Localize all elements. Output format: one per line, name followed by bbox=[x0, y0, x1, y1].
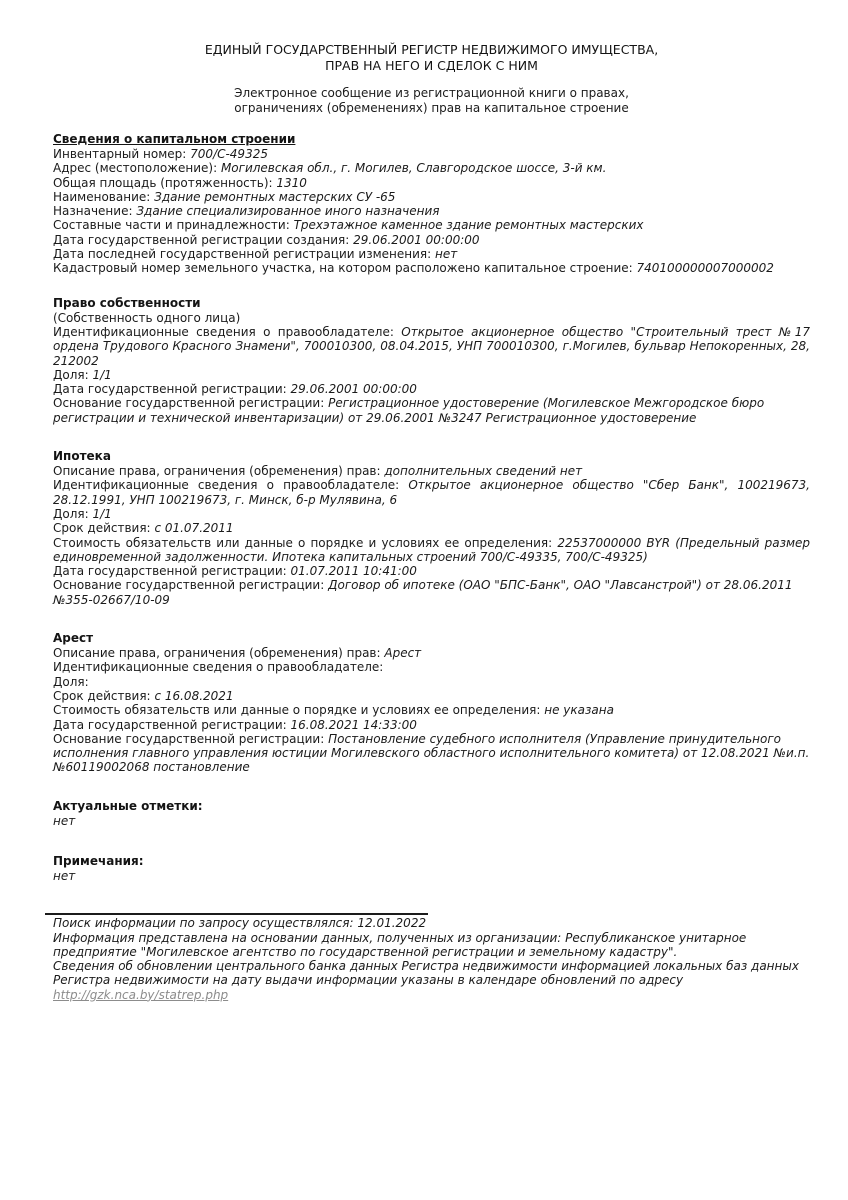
field-creation-registration-date bbox=[53, 233, 810, 247]
ownership-registration-basis-value: Регистрационное удостоверение (Могилевское Межгородское бюро регистрации и технической инвентаризации) от 29.06.2001 №3247 Регистрационное удостоверение bbox=[53, 396, 765, 425]
field-inventory-number-label: Инвентарный номер: bbox=[53, 147, 187, 161]
mortgage-validity-period-label: Срок действия: bbox=[53, 521, 151, 536]
mortgage-registration-basis-value: Договор об ипотеке (ОАО "БПС-Банк", ОАО "Лавсанстрой") от 28.06.2011 №355-02667/10-09 bbox=[53, 578, 793, 607]
field-last-change-date-value: нет bbox=[435, 247, 458, 262]
arrest-obligation-value bbox=[53, 703, 810, 717]
field-cadastral-number-label: Кадастровый номер земельного участка, на котором расположено капитальное строение: bbox=[53, 261, 633, 276]
mortgage-rightholder bbox=[53, 478, 810, 507]
document-footer bbox=[53, 913, 810, 1002]
field-creation-registration-date-value: 29.06.2001 00:00:00 bbox=[353, 232, 480, 247]
arrest-registration-date-label: Дата государственной регистрации: bbox=[53, 717, 287, 732]
field-last-change-date-label: Дата последней государственной регистрации изменения: bbox=[53, 247, 432, 262]
field-purpose bbox=[53, 204, 810, 218]
field-components bbox=[53, 218, 810, 232]
field-cadastral-number-value: 740100000007000002 bbox=[636, 261, 774, 276]
ownership-share bbox=[53, 368, 810, 382]
section-notes-heading: Примечания: bbox=[53, 853, 144, 868]
statrep-link[interactable]: http://gzk.nca.by/statrep.php bbox=[53, 987, 229, 1002]
footer-search-line bbox=[53, 916, 810, 930]
mortgage-registration-basis bbox=[53, 578, 810, 607]
field-address-value: Могилевская обл., г. Могилев, Славгородское шоссе, 3-й км. bbox=[220, 161, 607, 176]
arrest-registration-basis-label: Основание государственной регистрации: bbox=[53, 731, 325, 746]
notes-value: нет bbox=[53, 868, 76, 883]
mortgage-description bbox=[53, 464, 810, 478]
mortgage-rightholder-label: Идентификационные сведения о правообладателе: bbox=[53, 478, 400, 493]
field-name-label: Наименование: bbox=[53, 189, 151, 204]
arrest-obligation-value-value: не указана bbox=[544, 703, 614, 718]
field-total-area-label: Общая площадь (протяженность): bbox=[53, 175, 273, 190]
title-line-2: ПРАВ НА НЕГО И СДЕЛОК С НИМ bbox=[325, 58, 538, 73]
ownership-type: (Собственность одного лица) bbox=[53, 310, 241, 325]
ownership-registration-basis-label: Основание государственной регистрации: bbox=[53, 396, 325, 411]
footer-link-line bbox=[53, 988, 810, 1002]
section-notes bbox=[53, 854, 810, 883]
field-address bbox=[53, 161, 810, 175]
arrest-description bbox=[53, 646, 810, 660]
arrest-rightholder bbox=[53, 660, 810, 674]
document-subtitle bbox=[53, 86, 810, 116]
mortgage-obligation-value-label: Стоимость обязательств или данные о порядке и условиях ее определения: bbox=[53, 535, 553, 550]
footer-info-source: Информация представлена на основании данных, полученных из организации: Республиканское унитарное предприятие "Могилевское агентство по государственной регистрации и земельному кадастру". bbox=[53, 930, 747, 959]
ownership-rightholder-label: Идентификационные сведения о правообладателе: bbox=[53, 324, 394, 339]
arrest-description-label: Описание права, ограничения (обременения) прав: bbox=[53, 646, 381, 661]
arrest-registration-basis-value: Постановление судебного исполнителя (Управление принудительного исполнения главного управления юстиции Могилевского областного исполнительного комитета) от 12.08.2021 №и.п. №60119002068 постановление bbox=[53, 731, 810, 775]
mortgage-validity-period bbox=[53, 521, 810, 535]
ownership-rightholder-value: Открытое акционерное общество "Строительный трест №17 ордена Трудового Красного Знамени", 700010300, 08.04.2015, УНП 700010300, г.Могилев, бульвар Непокоренных, 28, 212002 bbox=[53, 324, 810, 368]
arrest-registration-basis bbox=[53, 732, 810, 775]
section-arrest-heading: Арест bbox=[53, 631, 94, 646]
arrest-description-value: Арест bbox=[384, 646, 422, 661]
mortgage-share-value: 1/1 bbox=[92, 506, 112, 521]
mortgage-registration-date-value: 01.07.2011 10:41:00 bbox=[290, 564, 417, 579]
footer-search-label: Поиск информации по запросу осуществлялся: bbox=[53, 916, 354, 931]
ownership-rightholder bbox=[53, 325, 810, 368]
footer-search-date: 12.01.2022 bbox=[357, 916, 427, 931]
arrest-rightholder-label: Идентификационные сведения о правообладателе: bbox=[53, 660, 384, 675]
field-name bbox=[53, 190, 810, 204]
section-ownership-right bbox=[53, 296, 810, 425]
ownership-registration-date-value: 29.06.2001 00:00:00 bbox=[290, 382, 417, 397]
arrest-validity-period-value: с 16.08.2021 bbox=[154, 688, 234, 703]
mortgage-share bbox=[53, 507, 810, 521]
footer-divider bbox=[45, 913, 428, 915]
mortgage-rightholder-value: Открытое акционерное общество "Сбер Банк", 100219673, 28.12.1991, УНП 100219673, г. Минск, б-р Мулявина, 6 bbox=[53, 478, 810, 507]
section-actual-marks bbox=[53, 799, 810, 828]
field-purpose-value: Здание специализированное иного назначения bbox=[136, 204, 440, 219]
field-components-label: Составные части и принадлежности: bbox=[53, 218, 290, 233]
arrest-share-label: Доля: bbox=[53, 674, 89, 689]
section-capital-building-heading: Сведения о капитальном строении bbox=[53, 132, 296, 146]
footer-update-info: Сведения об обновлении центрального банка данных Регистра недвижимости информацией локальных баз данных Регистра недвижимости на дату выдачи информации указаны в календаре обновлений по адресу bbox=[53, 959, 799, 988]
field-total-area bbox=[53, 176, 810, 190]
field-components-value: Трехэтажное каменное здание ремонтных мастерских bbox=[293, 218, 644, 233]
section-mortgage bbox=[53, 449, 810, 607]
mortgage-registration-basis-label: Основание государственной регистрации: bbox=[53, 578, 325, 593]
ownership-registration-basis bbox=[53, 396, 810, 425]
ownership-share-value: 1/1 bbox=[92, 367, 112, 382]
field-total-area-value: 1310 bbox=[276, 175, 307, 190]
field-inventory-number-value: 700/С-49325 bbox=[190, 147, 268, 161]
field-address-label: Адрес (местоположение): bbox=[53, 161, 218, 176]
arrest-obligation-value-label: Стоимость обязательств или данные о порядке и условиях ее определения: bbox=[53, 703, 541, 718]
ownership-share-label: Доля: bbox=[53, 367, 89, 382]
mortgage-obligation-value bbox=[53, 536, 810, 565]
field-last-change-date bbox=[53, 247, 810, 261]
arrest-share bbox=[53, 675, 810, 689]
section-ownership-heading: Право собственности bbox=[53, 295, 201, 310]
mortgage-obligation-value-value: 22537000000 BYR (Предельный размер единовременной задолженности. Ипотека капитальных строений 700/С-49335, 700/С-49325) bbox=[53, 535, 810, 564]
document-title bbox=[53, 42, 810, 74]
field-purpose-label: Назначение: bbox=[53, 204, 133, 219]
field-cadastral-number bbox=[53, 261, 810, 275]
subtitle-line-1: Электронное сообщение из регистрационной книги о правах, bbox=[234, 86, 629, 100]
arrest-validity-period-label: Срок действия: bbox=[53, 688, 151, 703]
mortgage-validity-period-value: с 01.07.2011 bbox=[154, 521, 234, 536]
section-mortgage-heading: Ипотека bbox=[53, 449, 111, 464]
section-arrest bbox=[53, 631, 810, 775]
subtitle-line-2: ограничениях (обременениях) прав на капитальное строение bbox=[234, 101, 629, 115]
field-inventory-number bbox=[53, 147, 810, 161]
mortgage-registration-date-label: Дата государственной регистрации: bbox=[53, 564, 287, 579]
mortgage-registration-date bbox=[53, 564, 810, 578]
mortgage-description-value: дополнительных сведений нет bbox=[384, 464, 583, 479]
section-actual-marks-heading: Актуальные отметки: bbox=[53, 798, 203, 813]
title-line-1: ЕДИНЫЙ ГОСУДАРСТВЕННЫЙ РЕГИСТР НЕДВИЖИМОГО ИМУЩЕСТВА, bbox=[204, 42, 659, 57]
arrest-validity-period bbox=[53, 689, 810, 703]
ownership-registration-date bbox=[53, 382, 810, 396]
mortgage-description-label: Описание права, ограничения (обременения) прав: bbox=[53, 464, 381, 479]
actual-marks-value: нет bbox=[53, 813, 76, 828]
arrest-registration-date-value: 16.08.2021 14:33:00 bbox=[290, 717, 417, 732]
field-creation-registration-date-label: Дата государственной регистрации создания: bbox=[53, 232, 350, 247]
ownership-registration-date-label: Дата государственной регистрации: bbox=[53, 382, 287, 397]
mortgage-share-label: Доля: bbox=[53, 506, 89, 521]
arrest-registration-date bbox=[53, 718, 810, 732]
field-name-value: Здание ремонтных мастерских СУ -65 bbox=[154, 189, 396, 204]
section-capital-building bbox=[53, 132, 810, 276]
